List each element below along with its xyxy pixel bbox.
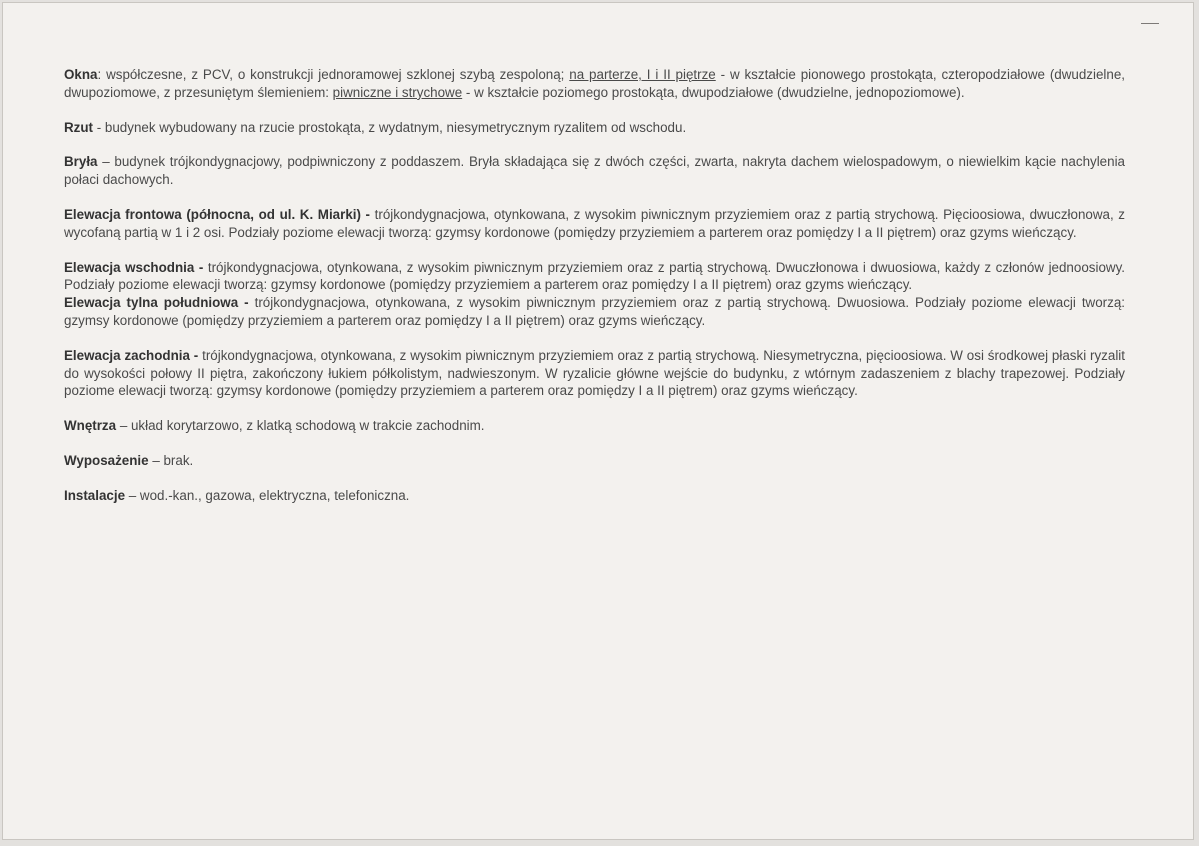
document-page	[2, 2, 1194, 840]
paragraph-text: trójkondygnacjowa, otynkowana, z wysokim piwnicznym przyziemiem oraz z partią strychową. Pięcioosiowa, dwuczłonowa, z wycofaną partią w 1 i 2 osi. Podziały poziome elewacji tworzą: gzymsy kordonowe (pomiędzy przyziemiem a parterem oraz pomiędzy I a II piętrem) oraz gzyms wieńczący.	[64, 206, 1125, 240]
underlined-phrase: piwniczne i strychowe	[332, 84, 463, 100]
paragraph-rzut	[64, 119, 1125, 137]
section-label-elewacja-wschodnia: Elewacja wschodnia -	[64, 259, 204, 275]
section-label-bryla: Bryła	[64, 154, 98, 170]
paragraph-instalacje	[64, 487, 1125, 505]
paragraph-text: - w kształcie poziomego prostokąta, dwupodziałowe (dwudzielne, jednopoziomowe).	[462, 84, 965, 100]
paragraph-text: trójkondygnacjowa, otynkowana, z wysokim piwnicznym przyziemiem oraz z partią strychową. Dwuosiowa. Podziały poziome elewacji tworzą: gzymsy kordonowe (pomiędzy przyziemiem a parterem oraz pomiędzy I a II piętrem) oraz gzyms wieńczący.	[64, 295, 1125, 328]
section-label-elewacja-zachodnia: Elewacja zachodnia -	[64, 347, 199, 363]
page-corner-mark	[1141, 23, 1159, 24]
paragraph-text: : współczesne, z PCV, o konstrukcji jednoramowej szklonej szybą zespoloną;	[97, 67, 570, 82]
document-body	[64, 66, 1125, 522]
paragraph-text: – budynek trójkondygnacjowy, podpiwniczony z poddaszem. Bryła składająca się z dwóch części, zwarta, nakryta dachem wielospadowym, o niewielkim kącie nachylenia połaci dachowych.	[64, 154, 1125, 188]
section-label-elewacja-tylna: Elewacja tylna południowa -	[64, 295, 249, 311]
paragraph-text: – układ korytarzowo, z klatką schodową w trakcie zachodnim.	[116, 418, 485, 434]
paragraph-text: – wod.-kan., gazowa, elektryczna, telefoniczna.	[125, 487, 410, 503]
paragraph-wyposazenie	[64, 452, 1125, 470]
section-label-rzut: Rzut	[64, 119, 94, 135]
paragraph-okna	[64, 66, 1125, 102]
paragraph-text: trójkondygnacjowa, otynkowana, z wysokim piwnicznym przyziemiem oraz z partią strychową. Niesymetryczna, pięcioosiowa. W osi środkowej płaski ryzalit do wysokości połowy II piętra, zakończony łukiem półkolistym, nadwieszonym. W ryzalicie główne wejście do budynku, z wtórnym zadaszeniem z blachy trapezowej. Podziały poziome elewacji tworzą: gzymsy kordonowe (pomiędzy przyziemiem a parterem oraz pomiędzy I a II piętrem) oraz gzyms wieńczący.	[64, 347, 1125, 399]
paragraph-text: – brak.	[148, 452, 194, 468]
section-label-okna: Okna	[64, 67, 98, 82]
section-label-instalacje: Instalacje	[64, 487, 126, 503]
paragraph-text: - budynek wybudowany na rzucie prostokąta, z wydatnym, niesymetrycznym ryzalitem od wschodu.	[93, 119, 687, 135]
underlined-phrase: na parterze, I i II piętrze	[569, 67, 716, 82]
paragraph-text: trójkondygnacjowa, otynkowana, z wysokim piwnicznym przyziemiem oraz z partią strychową. Dwuczłonowa i dwuosiowa, każdy z członów jednoosiowy. Podziały poziome elewacji tworzą: gzymsy kordonowe (pomiędzy przyziemiem a parterem oraz pomiędzy I a II piętrem) oraz gzyms wieńczący.	[64, 259, 1125, 293]
section-label-elewacja-frontowa: Elewacja frontowa (północna, od ul. K. Miarki) -	[64, 206, 371, 222]
paragraph-elewacja-frontowa	[64, 206, 1125, 242]
paragraph-bryla	[64, 153, 1125, 189]
paragraph-wnetrza	[64, 417, 1125, 435]
paragraph-text: - w kształcie pionowego prostokąta, czteropodziałowe (dwudzielne, dwupoziomowe, z przesuniętym ślemieniem:	[64, 67, 1126, 100]
section-label-wnetrza: Wnętrza	[64, 418, 117, 434]
paragraph-elewacja-zachodnia	[64, 347, 1125, 400]
paragraph-elewacja-tylna	[64, 294, 1125, 330]
section-label-wyposazenie: Wyposażenie	[64, 452, 149, 468]
paragraph-elewacja-wschodnia	[64, 259, 1125, 295]
